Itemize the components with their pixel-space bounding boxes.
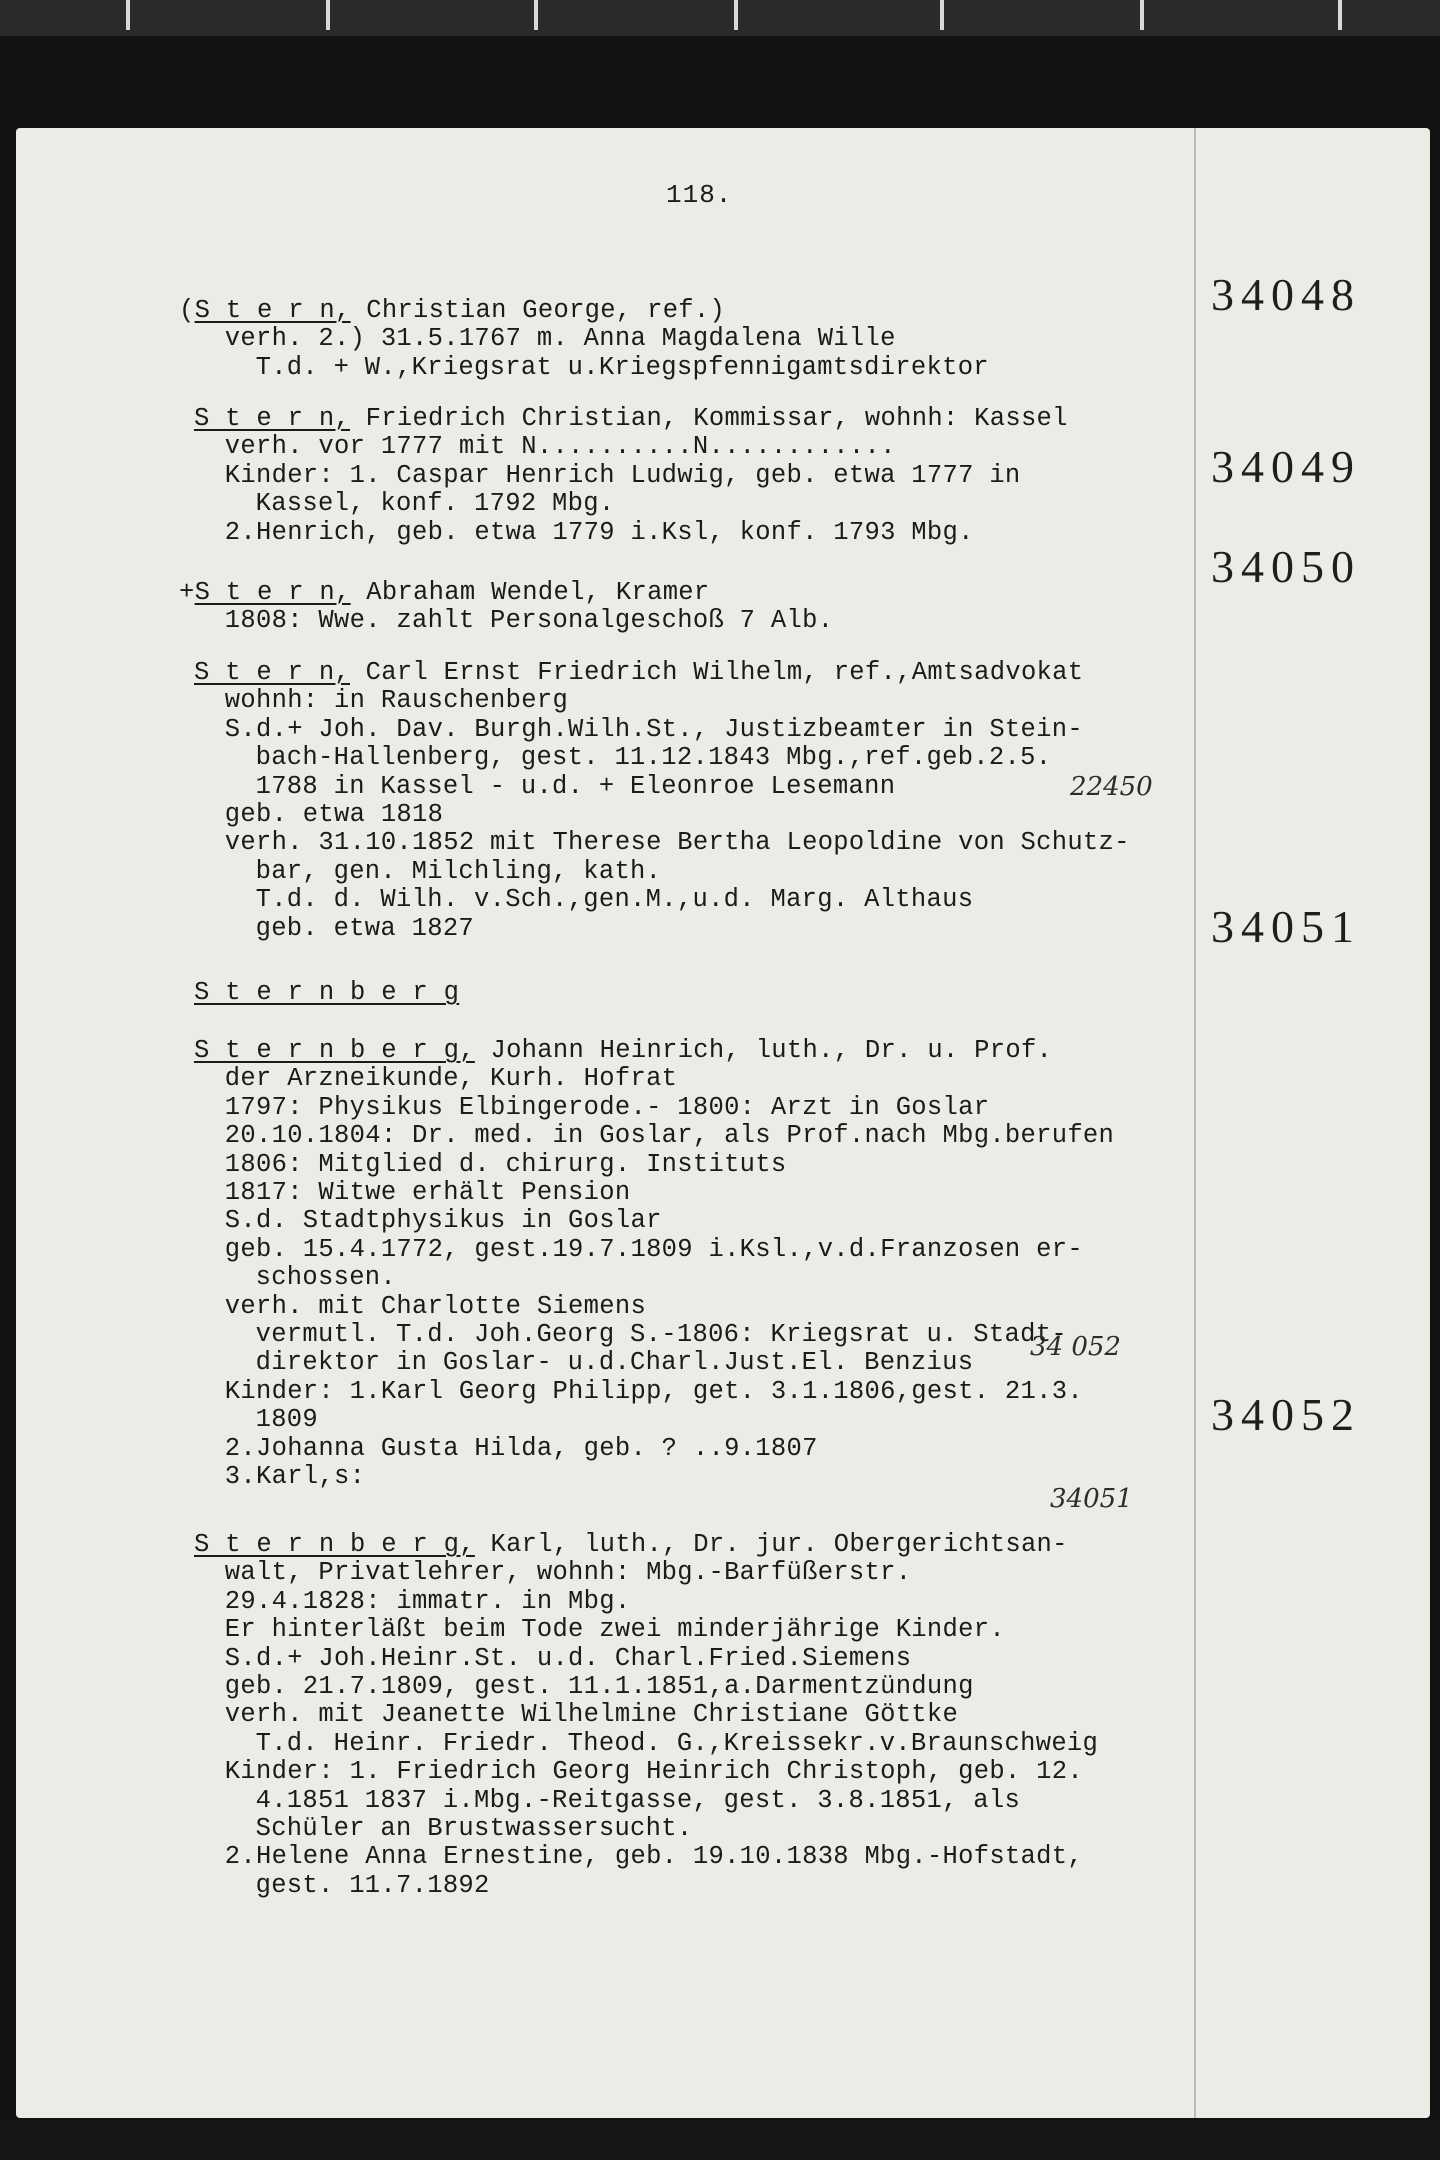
entry-line: verh. vor 1777 mit N..........N............ xyxy=(224,432,896,462)
surname: S t e r n b e r g, xyxy=(194,1036,475,1065)
handwritten-note: 34 052 xyxy=(1030,1332,1121,1362)
entry-heading xyxy=(194,978,459,1008)
entry-line: geb. 21.7.1809, gest. 11.1.1851,a.Darmentzündung xyxy=(224,1672,974,1701)
entry-line: S.d.+ Joh.Heinr.St. u.d. Charl.Fried.Siemens xyxy=(224,1643,912,1673)
film-bottom-band xyxy=(0,2120,1440,2160)
entry-line: 29.4.1828: immatr. in Mbg. xyxy=(224,1586,631,1616)
entry-line: geb. etwa 1818 xyxy=(224,800,444,829)
entry-heading xyxy=(179,578,710,608)
entry-line: bar, gen. Milchling, kath. xyxy=(255,856,662,886)
surname: S t e r n b e r g, xyxy=(194,1530,475,1559)
entry-line: Schüler an Brustwassersucht. xyxy=(255,1814,693,1843)
entry-line: S.d. Stadtphysikus in Goslar xyxy=(224,1206,662,1236)
entry-heading-rest: Abraham Wendel, Kramer xyxy=(350,578,710,607)
film-top-strip xyxy=(0,0,1440,36)
entry-line: T.d. + W.,Kriegsrat u.Kriegspfennigamtsdirektor xyxy=(255,352,989,382)
entry-line: 20.10.1804: Dr. med. in Goslar, als Prof.nach Mbg.berufen xyxy=(224,1121,1115,1151)
surname: S t e r n, xyxy=(194,658,351,687)
entry-line: verh. 31.10.1852 mit Therese Bertha Leopoldine von Schutz- xyxy=(224,828,1130,858)
entry-line: vermutl. T.d. Joh.Georg S.-1806: Kriegsrat u. Stadt- xyxy=(255,1320,1067,1349)
entry-line: verh. mit Charlotte Siemens xyxy=(224,1291,647,1321)
film-mark xyxy=(1338,0,1342,30)
entry-line: walt, Privatlehrer, wohnh: Mbg.-Barfüßerstr. xyxy=(224,1558,912,1588)
entry-line: der Arzneikunde, Kurh. Hofrat xyxy=(224,1064,678,1094)
surname: S t e r n, xyxy=(194,404,351,433)
entry-heading xyxy=(179,296,725,326)
page-number: 118. xyxy=(666,180,733,210)
entry-heading xyxy=(194,658,1083,688)
entry-line: geb. etwa 1827 xyxy=(255,913,475,943)
record-number: 34051 xyxy=(1211,901,1361,952)
entry-line: 4.1851 1837 i.Mbg.-Reitgasse, gest. 3.8.1851, als xyxy=(255,1785,1021,1815)
entry-heading xyxy=(194,404,1068,434)
entry-line: S.d.+ Joh. Dav. Burgh.Wilh.St., Justizbeamter in Stein- xyxy=(224,714,1083,744)
film-mark xyxy=(940,0,944,30)
entry-line: T.d. Heinr. Friedr. Theod. G.,Kreissekr.v.Braunschweig xyxy=(255,1728,1099,1758)
entry-line: 1817: Witwe erhält Pension xyxy=(224,1178,631,1207)
entry-prefix: + xyxy=(179,578,195,607)
entry-prefix: ( xyxy=(179,296,195,325)
entry-line: schossen. xyxy=(255,1263,397,1293)
record-number: 34048 xyxy=(1211,269,1361,320)
entry-heading-rest: Johann Heinrich, luth., Dr. u. Prof. xyxy=(474,1036,1053,1065)
handwritten-note: 22450 xyxy=(1070,772,1153,802)
entry-heading xyxy=(194,1036,1052,1066)
entry-line: T.d. d. Wilh. v.Sch.,gen.M.,u.d. Marg. Althaus xyxy=(255,885,974,915)
entry-line: 2.Henrich, geb. etwa 1779 i.Ksl, konf. 1793 Mbg. xyxy=(224,517,974,547)
surname: S t e r n, xyxy=(194,578,351,607)
surname: S t e r n, xyxy=(194,296,351,325)
entry-line: Kassel, konf. 1792 Mbg. xyxy=(255,489,615,519)
entry-line: gest. 11.7.1892 xyxy=(255,1870,490,1900)
entry-line: 2.Helene Anna Ernestine, geb. 19.10.1838 Mbg.-Hofstadt, xyxy=(224,1842,1083,1872)
entry-line: 1788 in Kassel - u.d. + Eleonroe Lesemann xyxy=(255,771,896,801)
index-card xyxy=(16,128,1430,2118)
entry-line: 1808: Wwe. zahlt Personalgeschoß 7 Alb. xyxy=(224,606,834,636)
margin-rule xyxy=(1194,128,1196,2118)
entry-line: 1806: Mitglied d. chirurg. Instituts xyxy=(224,1149,787,1179)
film-mark xyxy=(534,0,538,30)
film-mark xyxy=(126,0,130,30)
entry-line: geb. 15.4.1772, gest.19.7.1809 i.Ksl.,v.d.Franzosen er- xyxy=(224,1234,1083,1264)
entry-line: verh. 2.) 31.5.1767 m. Anna Magdalena Wille xyxy=(224,324,896,354)
surname: S t e r n b e r g xyxy=(194,978,460,1007)
entry-heading-rest: Friedrich Christian, Kommissar, wohnh: Kassel xyxy=(350,404,1068,433)
entry-line: Er hinterläßt beim Tode zwei minderjährige Kinder. xyxy=(224,1615,1005,1645)
entry-line: direktor in Goslar- u.d.Charl.Just.El. Benzius xyxy=(255,1348,974,1378)
entry-line: Kinder: 1. Friedrich Georg Heinrich Christoph, geb. 12. xyxy=(224,1757,1083,1787)
film-mark xyxy=(326,0,330,30)
entry-line: 1797: Physikus Elbingerode.- 1800: Arzt in Goslar xyxy=(224,1092,990,1122)
film-mark xyxy=(734,0,738,30)
entry-heading-rest: Carl Ernst Friedrich Wilhelm, ref.,Amtsadvokat xyxy=(350,658,1084,687)
entry-heading-rest: Karl, luth., Dr. jur. Obergerichtsan- xyxy=(474,1530,1068,1559)
entry-line: wohnh: in Rauschenberg xyxy=(224,686,569,716)
film-mark xyxy=(1140,0,1144,30)
entry-line: 3.Karl,s: xyxy=(224,1462,366,1491)
entry-line: 2.Johanna Gusta Hilda, geb. ? ..9.1807 xyxy=(224,1433,818,1463)
handwritten-note: 34051 xyxy=(1050,1484,1133,1514)
entry-line: verh. mit Jeanette Wilhelmine Christiane Göttke xyxy=(224,1700,959,1730)
entry-line: bach-Hallenberg, gest. 11.12.1843 Mbg.,ref.geb.2.5. xyxy=(255,743,1052,773)
entry-line: Kinder: 1. Caspar Henrich Ludwig, geb. etwa 1777 in xyxy=(224,460,1021,490)
record-number: 34052 xyxy=(1211,1389,1361,1440)
entry-line: 1809 xyxy=(255,1405,319,1435)
entry-heading xyxy=(194,1530,1068,1560)
record-number: 34049 xyxy=(1211,441,1361,492)
record-number: 34050 xyxy=(1211,541,1361,592)
entry-line: Kinder: 1.Karl Georg Philipp, get. 3.1.1806,gest. 21.3. xyxy=(224,1376,1083,1406)
entry-heading-rest: Christian George, ref.) xyxy=(350,296,726,325)
